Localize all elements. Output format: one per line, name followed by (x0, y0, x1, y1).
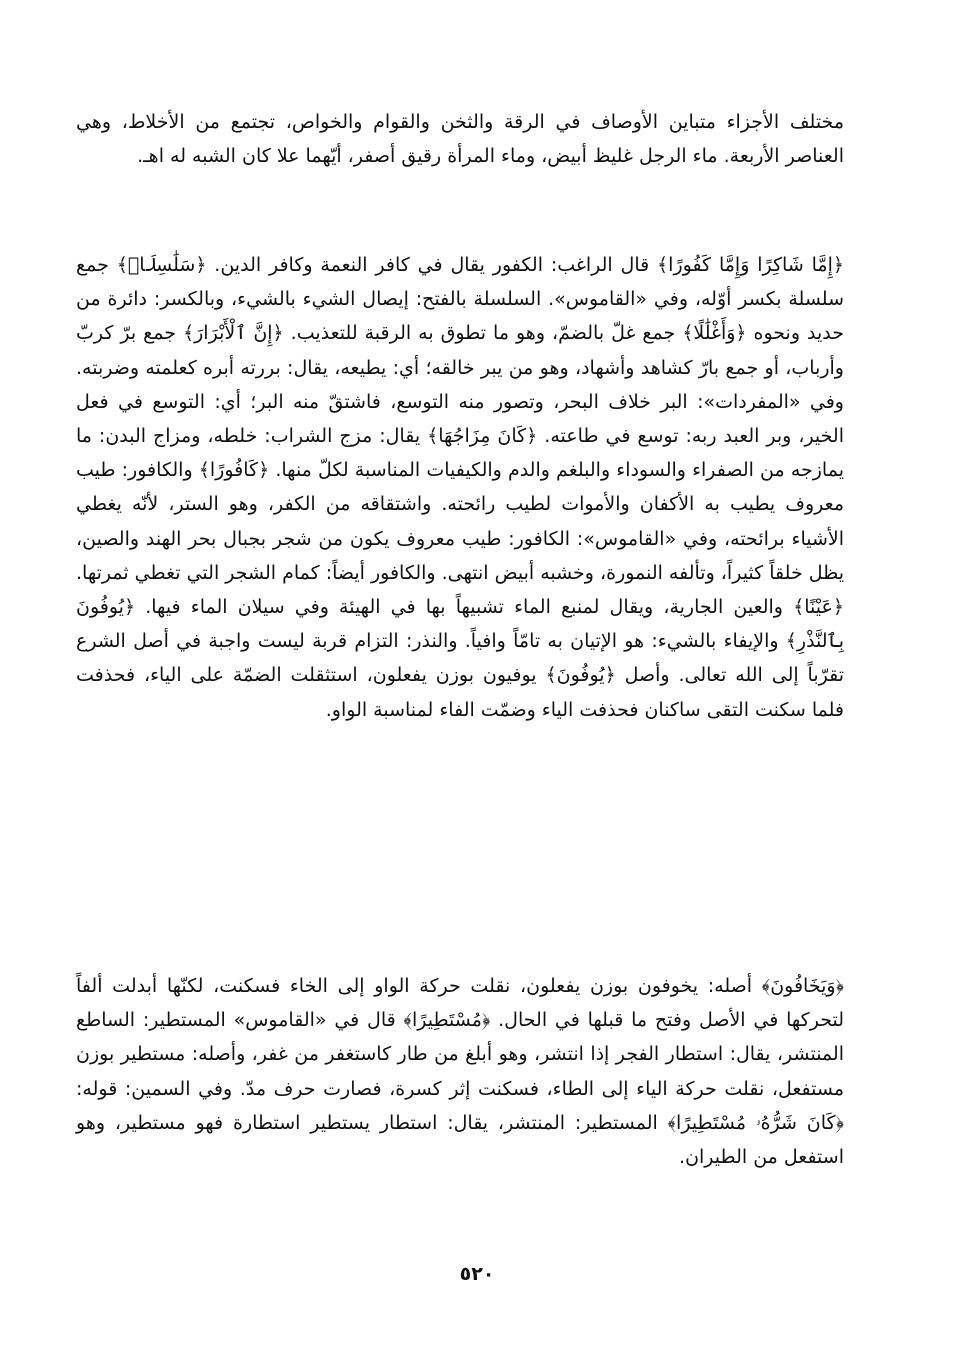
paragraph-2: ﴿إِمَّا شَاكِرًا وَإِمَّا كَفُورًا﴾ قال الراغب: الكفور يقال في كافر النعمة وكافر الدين. ﴿سَلَٰسِلَا۟﴾ جمع سلسلة بكسر أوّله، وفي «القاموس». السلسلة بالفتح: إيصال الشيء بالشيء، وبالكسر: دائرة من حديد ونحوه ﴿وَأَغْلَٰلًا﴾ جمع غلّ بالضمّ، وهو ما تطوق به الرقبة للتعذيب. ﴿إِنَّ ٱلْأَبْرَارَ﴾ جمع برّ كربّ وأرباب، أو جمع بارّ كشاهد وأشهاد، وهو من يبر خالقه؛ أي: يطيعه، يقال: بررته أبره كعلمته وضربته. وفي «المفردات»: البر خلاف البحر، وتصور منه التوسع، فاشتقّ منه البر؛ أي: التوسع في فعل الخير، وبر العبد ربه: توسع في طاعته. ﴿كَانَ مِزَاجُهَا﴾ يقال: مزج الشراب: خلطه، ومزاج البدن: ما يمازجه من الصفراء والسوداء والبلغم والدم والكيفيات المناسبة لكلّ منها. ﴿كَافُورًا﴾ والكافور: طيب معروف يطيب به الأكفان والأموات لطيب رائحته. واشتقاقه من الكفر، وهو الستر، لأنّه يغطي الأشياء برائحته، وفي «القاموس»: الكافور: طيب معروف يكون من شجر بجبال بحر الهند والصين، يظل خلقاً كثيراً، وتألفه النمورة، وخشبه أبيض انتهى. والكافور أيضاً: كمام الشجر التي تغطي ثمرتها. ﴿عَيْنًا﴾ والعين الجارية، ويقال لمنبع الماء تشبيهاً بها في الهيئة وفي سيلان الماء فيها. ﴿يُوفُونَ بِٱلنَّذْرِ﴾ والإيفاء بالشيء: هو الإتيان به تامّاً وافياً. والنذر: التزام قربة ليست واجبة في أصل الشرع تقرّباً إلى الله تعالى. وأصل ﴿يُوفُونَ﴾ يوفيون بوزن يفعلون، استثقلت الضمّة على الياء، فحذفت فلما سكنت التقى ساكنان فحذفت الياء وضمّت الفاء لمناسبة الواو. (76, 254, 844, 721)
page-number: ٥٢٠ (459, 1263, 495, 1285)
paragraph-1: مختلف الأجزاء متباين الأوصاف في الرقة والثخن والقوام والخواص، تجتمع من الأخلاط، وهي العناصر الأربعة. ماء الرجل غليظ أبيض، وماء المرأة رقيق أصفر، أيّهما علا كان الشبه له اهـ. (76, 111, 844, 168)
paragraph-3: ﴿وَيَخَافُونَ﴾ أصله: يخوفون بوزن يفعلون، نقلت حركة الواو إلى الخاء فسكنت، لكنّها أبدلت ألفاً لتحركها في الأصل وفتح ما قبلها في الحال. ﴿مُسْتَطِيرًا﴾ قال في «القاموس» المستطير: الساطع المنتشر، يقال: استطار الفجر إذا انتشر، وهو أبلغ من طار كاستغفر من غفر، وأصله: مستطير بوزن مستفعل، نقلت حركة الياء إلى الطاء، فسكنت إثر كسرة، فصارت حرف مدّ. وفي السمين: قوله: ﴿كَانَ شَرُّهُۥ مُسْتَطِيرًا﴾ المستطير: المنتشر، يقال: استطار يستطير استطارة فهو مستطير، وهو استفعل من الطيران. (76, 975, 844, 1169)
